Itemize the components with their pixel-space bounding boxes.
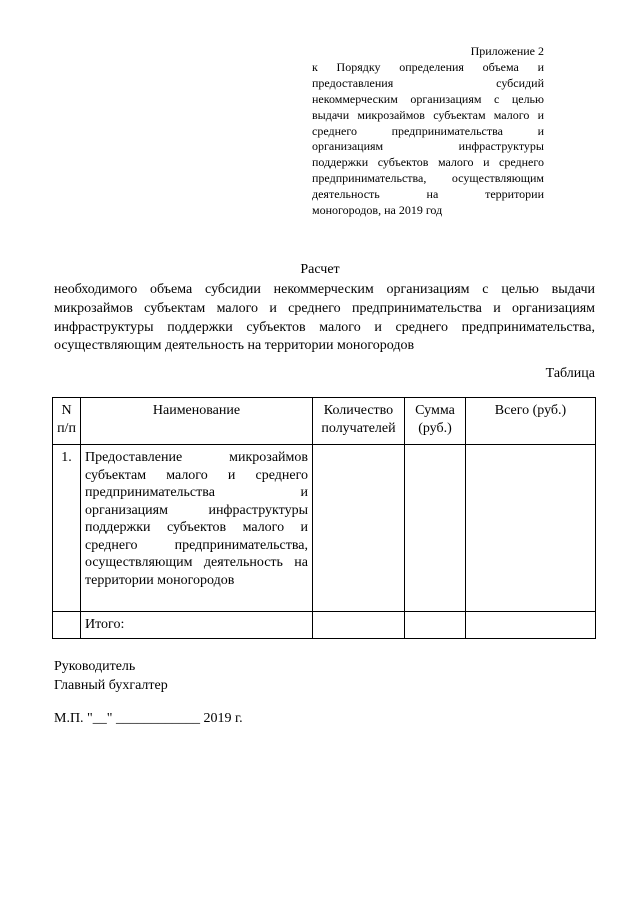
annex-line: предоставления субсидий bbox=[312, 75, 544, 90]
header-count: Количество получателей bbox=[313, 398, 405, 445]
annex-line: деятельность на территории bbox=[312, 187, 544, 202]
header-sum: Сумма (руб.) bbox=[405, 398, 466, 445]
annex-line: организациям инфраструктуры bbox=[312, 139, 544, 154]
table-total-row bbox=[53, 612, 596, 639]
subtitle-line: необходимого объема субсидии некоммерческим организациям с целью выдачи bbox=[54, 282, 595, 297]
total-count-cell bbox=[313, 612, 405, 639]
row-sum-cell bbox=[405, 445, 466, 612]
document-subtitle bbox=[54, 281, 595, 356]
annex-line: предпринимательства, осуществляющим bbox=[312, 171, 544, 186]
total-sum-cell bbox=[405, 612, 466, 639]
header-num: N п/п bbox=[53, 398, 81, 445]
total-all-cell bbox=[466, 612, 596, 639]
table-label: Таблица bbox=[545, 366, 595, 381]
stamp-date-line: М.П. "__" ____________ 2019 г. bbox=[54, 711, 243, 726]
signature-accountant: Главный бухгалтер bbox=[54, 678, 168, 693]
document-title: Расчет bbox=[300, 262, 340, 277]
annex-line: среднего предпринимательства и bbox=[312, 123, 544, 138]
annex-line: к Порядку определения объема и bbox=[312, 59, 544, 74]
annex-number: Приложение 2 bbox=[470, 44, 544, 58]
subtitle-line: микрозаймов субъектам малого и среднего предпринимательства и организациям bbox=[54, 300, 595, 316]
annex-line: некоммерческим организациям с целью bbox=[312, 91, 544, 106]
subtitle-line: инфраструктуры поддержки субъектов малого и среднего предпринимательства, bbox=[54, 319, 595, 335]
total-num-cell bbox=[53, 612, 81, 639]
table-header-row bbox=[53, 398, 596, 445]
row-number: 1. bbox=[53, 445, 81, 612]
signature-head: Руководитель bbox=[54, 659, 136, 674]
row-name: Предоставление микрозаймов субъектам малого и среднего предпринимательства и организациям инфраструктуры поддержки субъектов малого и среднего предпринимательства, осуществляющим деятельность на территории моногородов bbox=[81, 445, 313, 612]
subtitle-line: осуществляющим деятельность на территории моногородов bbox=[54, 338, 415, 354]
calculation-table bbox=[52, 397, 596, 639]
header-name: Наименование bbox=[81, 398, 313, 445]
annex-line: моногородов, на 2019 год bbox=[312, 203, 443, 218]
annex-line: выдачи микрозаймов субъектам малого и bbox=[312, 107, 544, 122]
header-total: Всего (руб.) bbox=[466, 398, 596, 445]
annex-line: поддержки субъектов малого и среднего bbox=[312, 155, 544, 170]
row-count-cell bbox=[313, 445, 405, 612]
table-row bbox=[53, 445, 596, 612]
annex-block bbox=[312, 44, 544, 219]
row-total-cell bbox=[466, 445, 596, 612]
total-label: Итого: bbox=[81, 612, 313, 639]
